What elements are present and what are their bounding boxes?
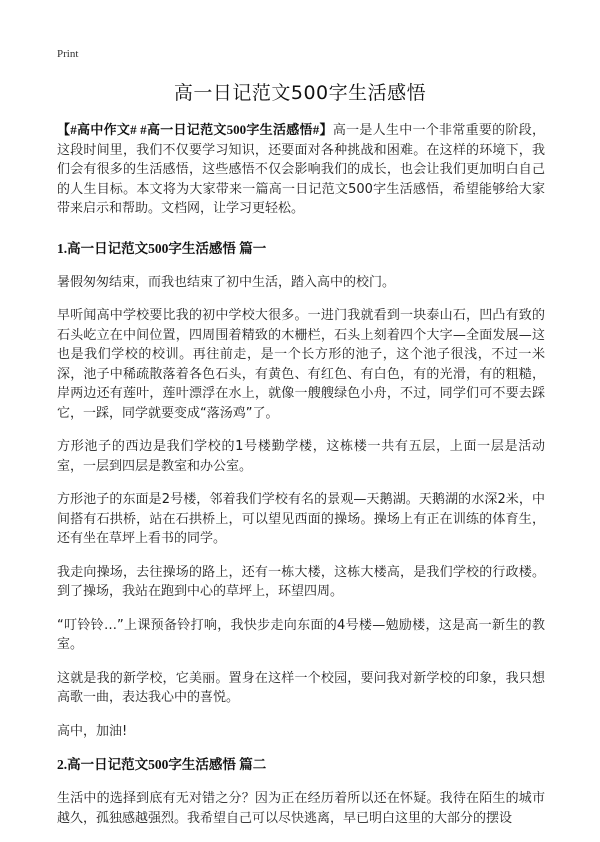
- tag-label: 【#高中作文# #高一日记范文500字生活感悟#】: [57, 122, 333, 137]
- paragraph: 生活中的选择到底有无对错之分？因为正在经历着所以还在怀疑。我待在陌生的城市越久，孤独感越强烈。我希望自己可以尽快逃离，早已明白这里的大部分的摆设: [57, 791, 545, 826]
- intro-text: 高一是人生中一个非常重要的阶段，这段时间里，我们不仅要学习知识，还要面对各种挑战和困难。在这样的环境下，我们会有很多的生活感悟，这些感悟不仅会影响我们的成长，也会让我们更加明白自己的人生目标。本文将为大家带来一篇高一日记范文500字生活感悟，希望能够给大家带来启示和帮助。文档网，让学习更轻松。: [57, 123, 545, 216]
- print-link[interactable]: Print: [57, 48, 79, 60]
- intro-paragraph: [57, 120, 545, 219]
- paragraph: 高中，加油!: [57, 723, 128, 739]
- article-body: [57, 120, 545, 842]
- section-heading-1: 1.高一日记范文500字生活感悟 篇一: [57, 240, 267, 256]
- paragraph: 方形池子的东面是2号楼，邻着我们学校有名的景观—天鹅湖。天鹅湖的水深2米，中间搭有石拱桥，站在石拱桥上，可以望见西面的操场。操场上有正在训练的体育生，还有坐在草坪上看书的同学。: [57, 492, 545, 546]
- page-title: 高一日记范文500字生活感悟: [173, 82, 427, 104]
- paragraph: 这就是我的新学校，它美丽。置身在这样一个校园，要问我对新学校的印象，我只想高歌一曲，表达我心中的喜悦。: [57, 670, 545, 705]
- paragraph: 暑假匆匆结束，而我也结束了初中生活，踏入高中的校门。: [57, 274, 396, 290]
- section-heading-2: 2.高一日记范文500字生活感悟 篇二: [57, 757, 267, 772]
- paragraph: 我走向操场，去往操场的路上，还有一栋大楼，这栋大楼高，是我们学校的行政楼。到了操场，我站在跑到中心的草坪上，环望四周。: [57, 564, 545, 599]
- paragraph: 早听闻高中学校要比我的初中学校大很多。一进门我就看到一块泰山石，凹凸有致的石头屹立在中间位置，四周围着精致的木栅栏，石头上刻着四个大字—全面发展—这也是我们学校的校训。再往前走，是一个长方形的池子，这个池子很浅，不过一米深，池子中稀疏散落着各色石头，有黄色、有红色、有白色，有的光滑，有的粗糙，岸两边还有莲叶，莲叶漂浮在水上，就像一艘艘绿色小舟，不过，同学们可不要去踩它，一踩，同学就要变成“落汤鸡”了。: [57, 308, 545, 421]
- paragraph: “叮铃铃…”上课预备铃打响，我快步走向东面的4号楼—勉励楼，这是高一新生的教室。: [57, 617, 545, 652]
- paragraph: 方形池子的西边是我们学校的1号楼勤学楼，这栋楼一共有五层，上面一层是活动室，一层到四层是教室和办公室。: [57, 439, 545, 474]
